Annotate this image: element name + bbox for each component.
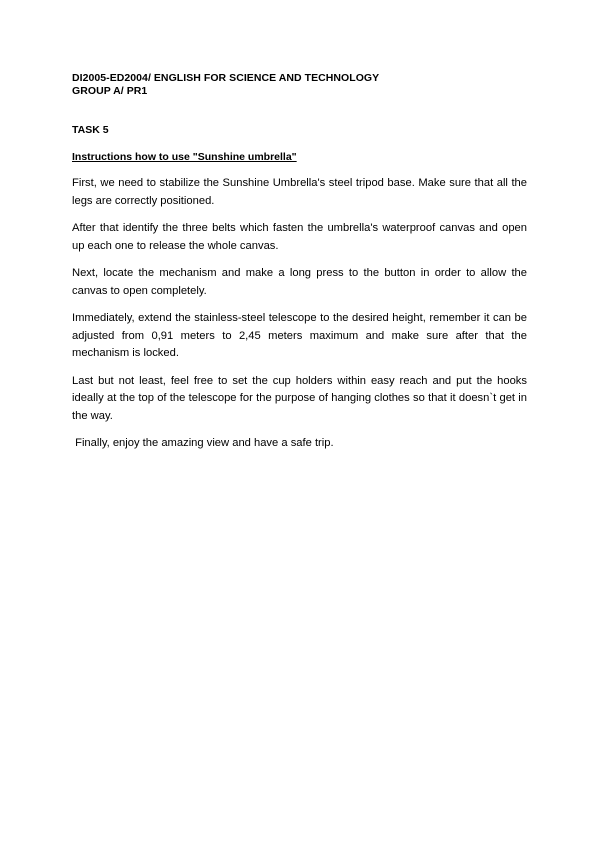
- paragraph-cup-holders: Last but not least, feel free to set the cup holders within easy reach and put the hooks ideally at the top of the telescope for the purpose of hanging clothes so that it doesn`t get in the way.: [72, 374, 527, 422]
- paragraph-extend-telescope: Immediately, extend the stainless-steel telescope to the desired height, remember it can be adjusted from 0,91 meters to 2,45 meters maximum and make sure after that the mechanism is locked.: [72, 312, 527, 359]
- group-header: GROUP A/ PR1: [72, 85, 148, 97]
- instructions-title: Instructions how to use "Sunshine umbrella": [72, 151, 297, 163]
- paragraph-open-mechanism: Next, locate the mechanism and make a long press to the button in order to allow the canvas to open completely.: [72, 267, 527, 297]
- paragraph-release-canvas: After that identify the three belts which fasten the umbrella's waterproof canvas and open up each one to release the whole canvas.: [72, 222, 527, 252]
- task-label: TASK 5: [72, 124, 109, 136]
- paragraph-finally: Finally, enjoy the amazing view and have a safe trip.: [72, 437, 334, 449]
- document-body: [72, 72, 527, 453]
- paragraph-stabilize-base: First, we need to stabilize the Sunshine Umbrella's steel tripod base. Make sure that all the legs are correctly positioned.: [72, 177, 527, 207]
- course-header: DI2005-ED2004/ ENGLISH FOR SCIENCE AND TECHNOLOGY: [72, 72, 380, 84]
